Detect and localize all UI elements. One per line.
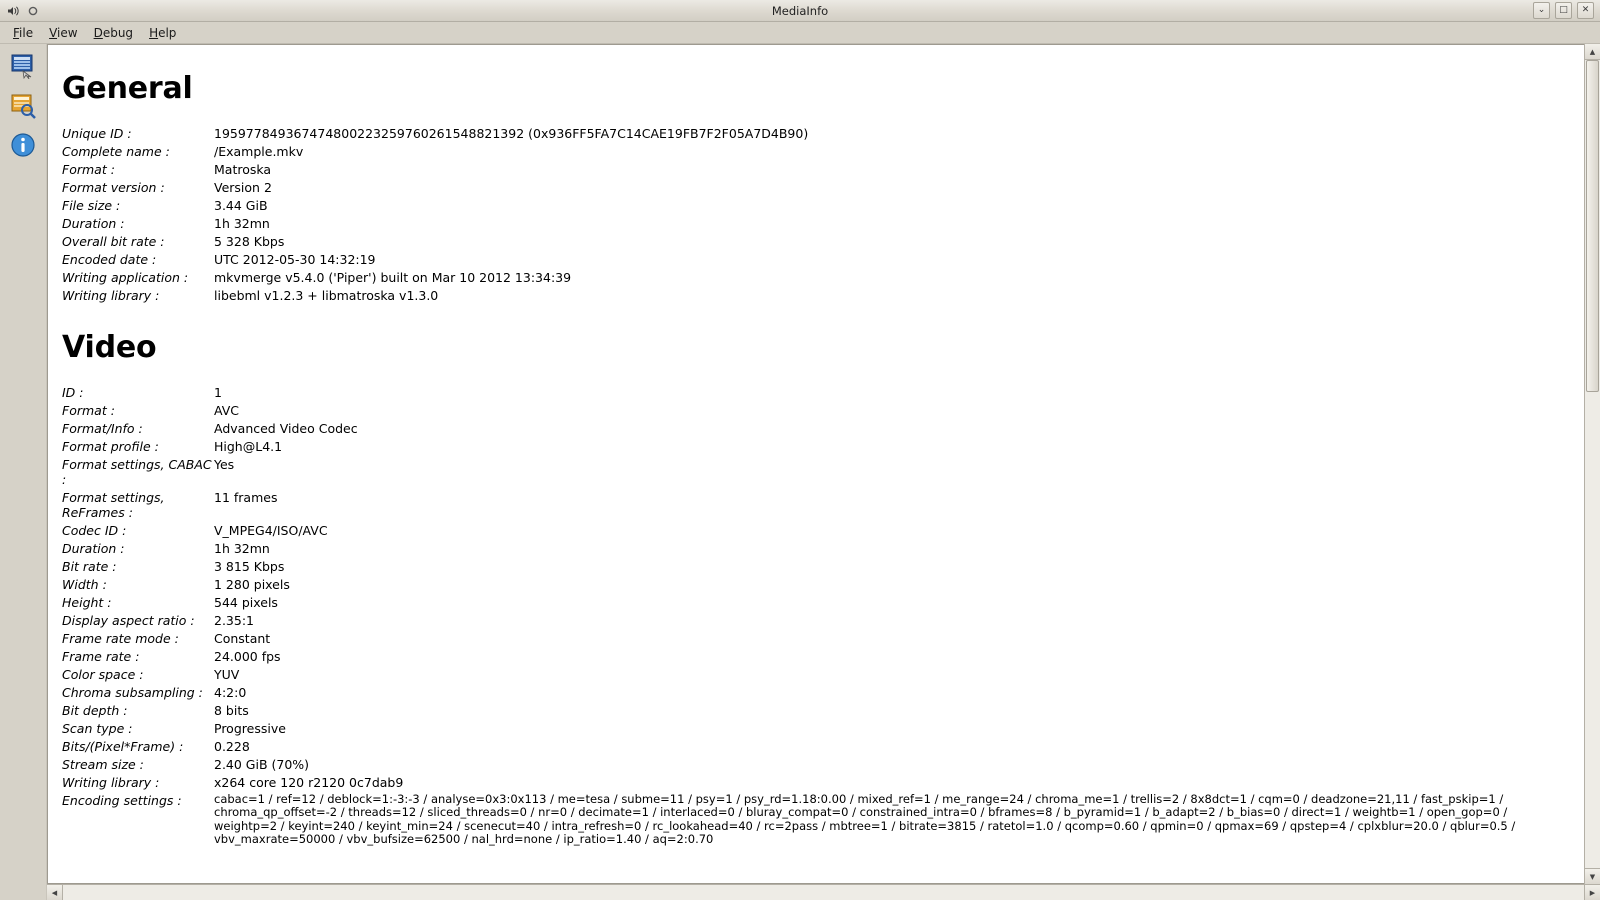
table-row [62, 521, 1570, 539]
menu-help-mnemonic: H [149, 25, 159, 40]
table-row [62, 419, 1570, 437]
field-value: V_MPEG4/ISO/AVC [214, 522, 328, 538]
scroll-up-button[interactable]: ▲ [1585, 44, 1600, 60]
sheet-view-icon [9, 51, 37, 83]
search-view-icon [9, 91, 37, 123]
menu-debug[interactable] [87, 24, 140, 42]
field-label: Format/Info : [62, 420, 143, 436]
field-value: 5 328 Kbps [214, 233, 285, 249]
field-label: Stream size : [62, 756, 144, 772]
field-label: File size : [62, 197, 121, 213]
field-value: Version 2 [214, 179, 272, 195]
title-bar-icons [0, 4, 40, 18]
close-button[interactable]: ✕ [1577, 2, 1594, 19]
menu-bar [0, 22, 1600, 44]
table-row [62, 791, 1570, 848]
field-label: Format version : [62, 179, 165, 195]
sidebar-item-search-view[interactable] [6, 90, 40, 124]
field-value: 195977849367474800223259760261548821392 (0x936FF5FA7C14CAE19FB7F2F05A7D4B90) [214, 125, 809, 141]
field-value: x264 core 120 r2120 0c7dab9 [214, 774, 404, 790]
menu-file[interactable] [6, 24, 40, 42]
table-row [62, 701, 1570, 719]
vertical-scroll-thumb[interactable] [1586, 60, 1599, 392]
table-row [62, 575, 1570, 593]
field-label: Width : [62, 576, 107, 592]
field-value: 4:2:0 [214, 684, 247, 700]
dot-icon[interactable] [26, 4, 40, 18]
video-info-table [62, 383, 1570, 848]
field-label: Writing library : [62, 774, 160, 790]
content-pane [47, 44, 1584, 884]
field-label: Complete name : [62, 143, 170, 159]
table-row [62, 286, 808, 304]
table-row [62, 683, 1570, 701]
field-label: ID : [62, 384, 84, 400]
window-title: MediaInfo [771, 3, 829, 18]
field-value: 1 [214, 384, 222, 400]
field-value: Advanced Video Codec [214, 420, 358, 436]
table-row [62, 455, 1570, 488]
field-label: Bits/(Pixel*Frame) : [62, 738, 184, 754]
info-icon [9, 131, 37, 163]
field-label: Writing application : [62, 269, 189, 285]
field-label: Format settings, CABAC : [62, 456, 212, 487]
field-label: Color space : [62, 666, 144, 682]
field-value: High@L4.1 [214, 438, 283, 454]
menu-help-rest: elp [158, 25, 177, 40]
table-row [62, 755, 1570, 773]
field-value: Progressive [214, 720, 286, 736]
sidebar-item-sheet-view[interactable] [6, 50, 40, 84]
field-label: Unique ID : [62, 125, 132, 141]
table-row [62, 196, 808, 214]
field-value: 1 280 pixels [214, 576, 290, 592]
table-row [62, 488, 1570, 521]
field-label: Encoded date : [62, 251, 157, 267]
field-value: AVC [214, 402, 240, 418]
field-value: Matroska [214, 161, 272, 177]
field-value: libebml v1.2.3 + libmatroska v1.3.0 [214, 287, 439, 303]
menu-debug-mnemonic: D [93, 25, 103, 40]
field-label: Format profile : [62, 438, 159, 454]
table-row [62, 268, 808, 286]
general-info-table [62, 124, 808, 304]
vertical-scroll-track[interactable] [1585, 60, 1600, 868]
field-value: 544 pixels [214, 594, 278, 610]
media-info-content [48, 45, 1584, 883]
menu-file-rest: ile [19, 25, 34, 40]
vertical-scrollbar[interactable] [1584, 44, 1600, 884]
field-label: Duration : [62, 215, 125, 231]
menu-file-mnemonic: F [13, 25, 20, 40]
field-value: 1h 32mn [214, 215, 270, 231]
field-label: Overall bit rate : [62, 233, 165, 249]
field-value: 3.44 GiB [214, 197, 268, 213]
field-value: 2.40 GiB (70%) [214, 756, 310, 772]
field-label: Codec ID : [62, 522, 127, 538]
field-value: 24.000 fps [214, 648, 281, 664]
title-bar [0, 0, 1600, 22]
speaker-icon[interactable] [6, 4, 20, 18]
table-row [62, 647, 1570, 665]
section-title-video: Video [62, 330, 157, 365]
field-value: 11 frames [214, 489, 278, 505]
table-row [62, 719, 1570, 737]
field-label: Format : [62, 402, 115, 418]
table-row [62, 557, 1570, 575]
field-value: 3 815 Kbps [214, 558, 285, 574]
field-label: Format : [62, 161, 115, 177]
field-label: Frame rate mode : [62, 630, 179, 646]
table-row [62, 383, 1570, 401]
field-value: 0.228 [214, 738, 250, 754]
left-toolbar [0, 44, 47, 900]
window-body [0, 44, 1600, 900]
field-label: Duration : [62, 540, 125, 556]
field-value: mkvmerge v5.4.0 ('Piper') built on Mar 10 2012 13:34:39 [214, 269, 572, 285]
field-value: /Example.mkv [214, 143, 304, 159]
scroll-down-button[interactable]: ▼ [1585, 868, 1600, 884]
menu-view-rest: iew [57, 25, 78, 40]
horizontal-scrollbar[interactable] [47, 884, 1600, 900]
table-row [62, 124, 808, 142]
field-label: Encoding settings : [62, 792, 182, 808]
horizontal-scroll-track[interactable] [63, 885, 1584, 900]
field-value: cabac=1 / ref=12 / deblock=1:-3:-3 / analyse=0x3:0x113 / me=tesa / subme=11 / psy=1 / psy_rd=1.18:0.00 / mixed_ref=1 / me_range=24 / chroma_me=1 / trellis=2 / 8x8dct=1 / cqm=0 / deadzone=21,11 / fast_pskip=1 / chroma_qp_offset=-2 / threads=12 / sliced_threads=0 / nr=0 / decimate=1 / interlaced=0 / bluray_compat=0 / constrained_intra=0 / bframes=8 / b_pyramid=1 / b_adapt=2 / b_bias=0 / direct=1 / weightb=1 / open_gop=0 / weightp=2 / keyint=240 / keyint_min=24 / scenecut=40 / intra_refresh=0 / rc_lookahead=40 / rc=2pass / mbtree=1 / bitrate=3815 / ratetol=1.0 / qcomp=0.60 / qpmin=0 / qpmax=69 / qpstep=4 / cplxblur=20.0 / qblur=0.5 / vbv_maxrate=50000 / vbv_bufsize=62500 / nal_hrd=none / ip_ratio=1.40 / aq=2:0.70 [214, 791, 1519, 846]
table-row [62, 250, 808, 268]
field-label: Frame rate : [62, 648, 140, 664]
table-row [62, 665, 1570, 683]
section-title-general: General [62, 71, 193, 106]
menu-debug-rest: ebug [102, 25, 134, 40]
field-label: Writing library : [62, 287, 160, 303]
field-label: Scan type : [62, 720, 133, 736]
field-value: 8 bits [214, 702, 249, 718]
field-label: Chroma subsampling : [62, 684, 203, 700]
field-value: YUV [214, 666, 240, 682]
minimize-button[interactable]: ⌄ [1533, 2, 1550, 19]
table-row [62, 401, 1570, 419]
field-label: Display aspect ratio : [62, 612, 195, 628]
field-value: Constant [214, 630, 271, 646]
window-controls [1533, 2, 1600, 19]
table-row [62, 539, 1570, 557]
table-row [62, 593, 1570, 611]
table-row [62, 178, 808, 196]
menu-view-mnemonic: V [49, 25, 58, 40]
table-row [62, 437, 1570, 455]
table-row [62, 232, 808, 250]
field-label: Format settings, ReFrames : [62, 489, 165, 520]
field-label: Bit depth : [62, 702, 128, 718]
table-row [62, 160, 808, 178]
scroll-left-button[interactable]: ◀ [47, 885, 63, 900]
table-row [62, 611, 1570, 629]
field-label: Bit rate : [62, 558, 117, 574]
table-row [62, 773, 1570, 791]
maximize-button[interactable]: □ [1555, 2, 1572, 19]
table-row [62, 142, 808, 160]
table-row [62, 629, 1570, 647]
scroll-right-button[interactable]: ▶ [1584, 885, 1600, 900]
table-row [62, 214, 808, 232]
table-row [62, 737, 1570, 755]
field-label: Height : [62, 594, 112, 610]
field-value: 2.35:1 [214, 612, 254, 628]
sidebar-item-about[interactable] [6, 130, 40, 164]
field-value: Yes [214, 456, 235, 472]
menu-view[interactable] [42, 24, 84, 42]
menu-help[interactable] [142, 24, 183, 42]
field-value: UTC 2012-05-30 14:32:19 [214, 251, 376, 267]
field-value: 1h 32mn [214, 540, 270, 556]
